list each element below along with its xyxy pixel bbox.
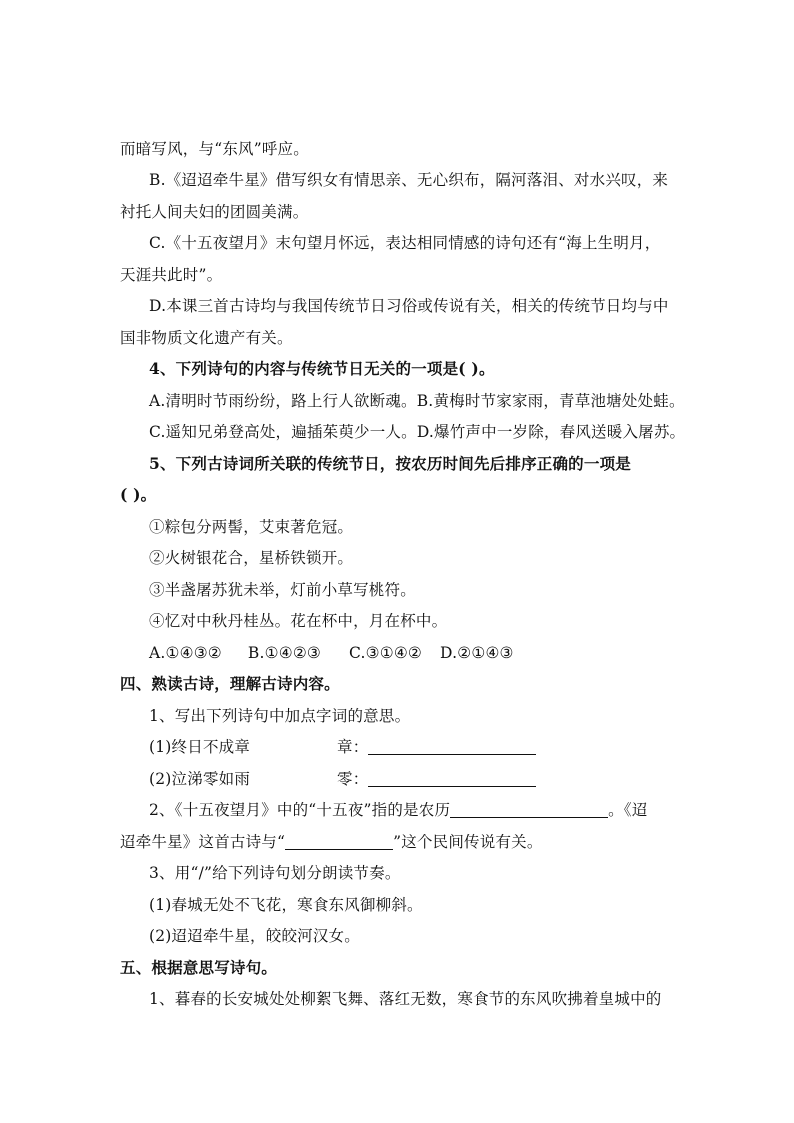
question-5: 5、下列古诗词所关联的传统节日，按农历时间先后排序正确的一项是 [149, 454, 631, 473]
poem-line-3: ③半盏屠苏犹未举，灯前小草写桃符。 [149, 581, 416, 599]
q1-item-2-answer [337, 769, 536, 789]
section-5-heading: 五、根据意思写诗句。 [120, 958, 278, 977]
answer-blank[interactable] [285, 833, 393, 850]
q2-text: 2、《十五夜望月》中的“十五夜”指的是农历 [149, 801, 451, 819]
option-b-line: B.《迢迢牵牛星》借写织女有情思亲、无心织布，隔河落泪、对水兴叹，来 [149, 171, 669, 189]
answer-blank[interactable] [450, 801, 608, 818]
q3-item-2: (2)迢迢牵牛星，皎皎河汉女。 [149, 927, 360, 945]
section-4-q2 [149, 800, 648, 820]
text-line: 天涯共此时”。 [120, 266, 223, 284]
text-line: 衬托人间夫妇的团圆美满。 [120, 203, 309, 221]
q1-item-1-answer [337, 737, 536, 757]
q2-text-cont-end: ”这个民间传说有关。 [393, 833, 543, 851]
q1-label-1: 章： [337, 738, 369, 756]
q1-item-2-text: (2)泣涕零如雨 [149, 770, 251, 788]
option-b: B.①④②③ [247, 644, 322, 662]
q2-text-cont: 迢牵牛星》这首古诗与“ [120, 833, 286, 851]
question-4-options-cd: C.遥知兄弟登高处，遍插茱萸少一人。D.爆竹声中一岁除，春风送暖入屠苏。 [149, 423, 686, 441]
section-4-q3: 3、用“/”给下列诗句划分朗读节奏。 [149, 864, 401, 882]
question-5-blank: ( )。 [120, 485, 157, 504]
section-5-q1: 1、暮春的长安城处处柳絮飞舞、落红无数，寒食节的东风吹拂着皇城中的 [149, 990, 662, 1008]
question-5-options [149, 643, 514, 663]
poem-line-1: ①粽包分两髻，艾束著危冠。 [149, 518, 354, 536]
answer-blank[interactable] [368, 738, 536, 755]
q1-item-2 [149, 769, 250, 789]
option-d: D.②①④③ [440, 644, 514, 662]
section-4-q1: 1、写出下列诗句中加点字词的意思。 [149, 707, 411, 725]
option-d-line: D.本课三首古诗均与我国传统节日习俗或传说有关，相关的传统节日均与中 [149, 297, 669, 315]
q3-item-1: (1)春城无处不飞花，寒食东风御柳斜。 [149, 896, 423, 914]
option-a: A.①④③② [149, 644, 222, 662]
poem-line-4: ④忆对中秋丹桂丛。花在杯中，月在杯中。 [149, 612, 448, 630]
text-line: 而暗写风，与“东风”呼应。 [120, 140, 309, 158]
section-4-q2-cont [120, 832, 543, 852]
answer-blank[interactable] [368, 770, 536, 787]
option-c: C.③①④② [349, 644, 423, 662]
question-4-options-ab: A.清明时节雨纷纷，路上行人欲断魂。B.黄梅时节家家雨，青草池塘处处蛙。 [149, 392, 685, 410]
q1-item-1 [149, 737, 250, 757]
text-line: 国非物质文化遗产有关。 [120, 329, 293, 347]
q1-item-1-text: (1)终日不成章 [149, 738, 251, 756]
option-c-line: C.《十五夜望月》末句望月怀远，表达相同情感的诗句还有“海上生明月， [149, 234, 661, 252]
question-4: 4、下列诗句的内容与传统节日无关的一项是( )。 [149, 359, 495, 378]
q2-text-end: 。《迢 [608, 801, 648, 819]
poem-line-2: ②火树银花合，星桥铁锁开。 [149, 549, 354, 567]
section-4-heading: 四、熟读古诗，理解古诗内容。 [120, 674, 340, 693]
q1-label-2: 零： [337, 770, 369, 788]
